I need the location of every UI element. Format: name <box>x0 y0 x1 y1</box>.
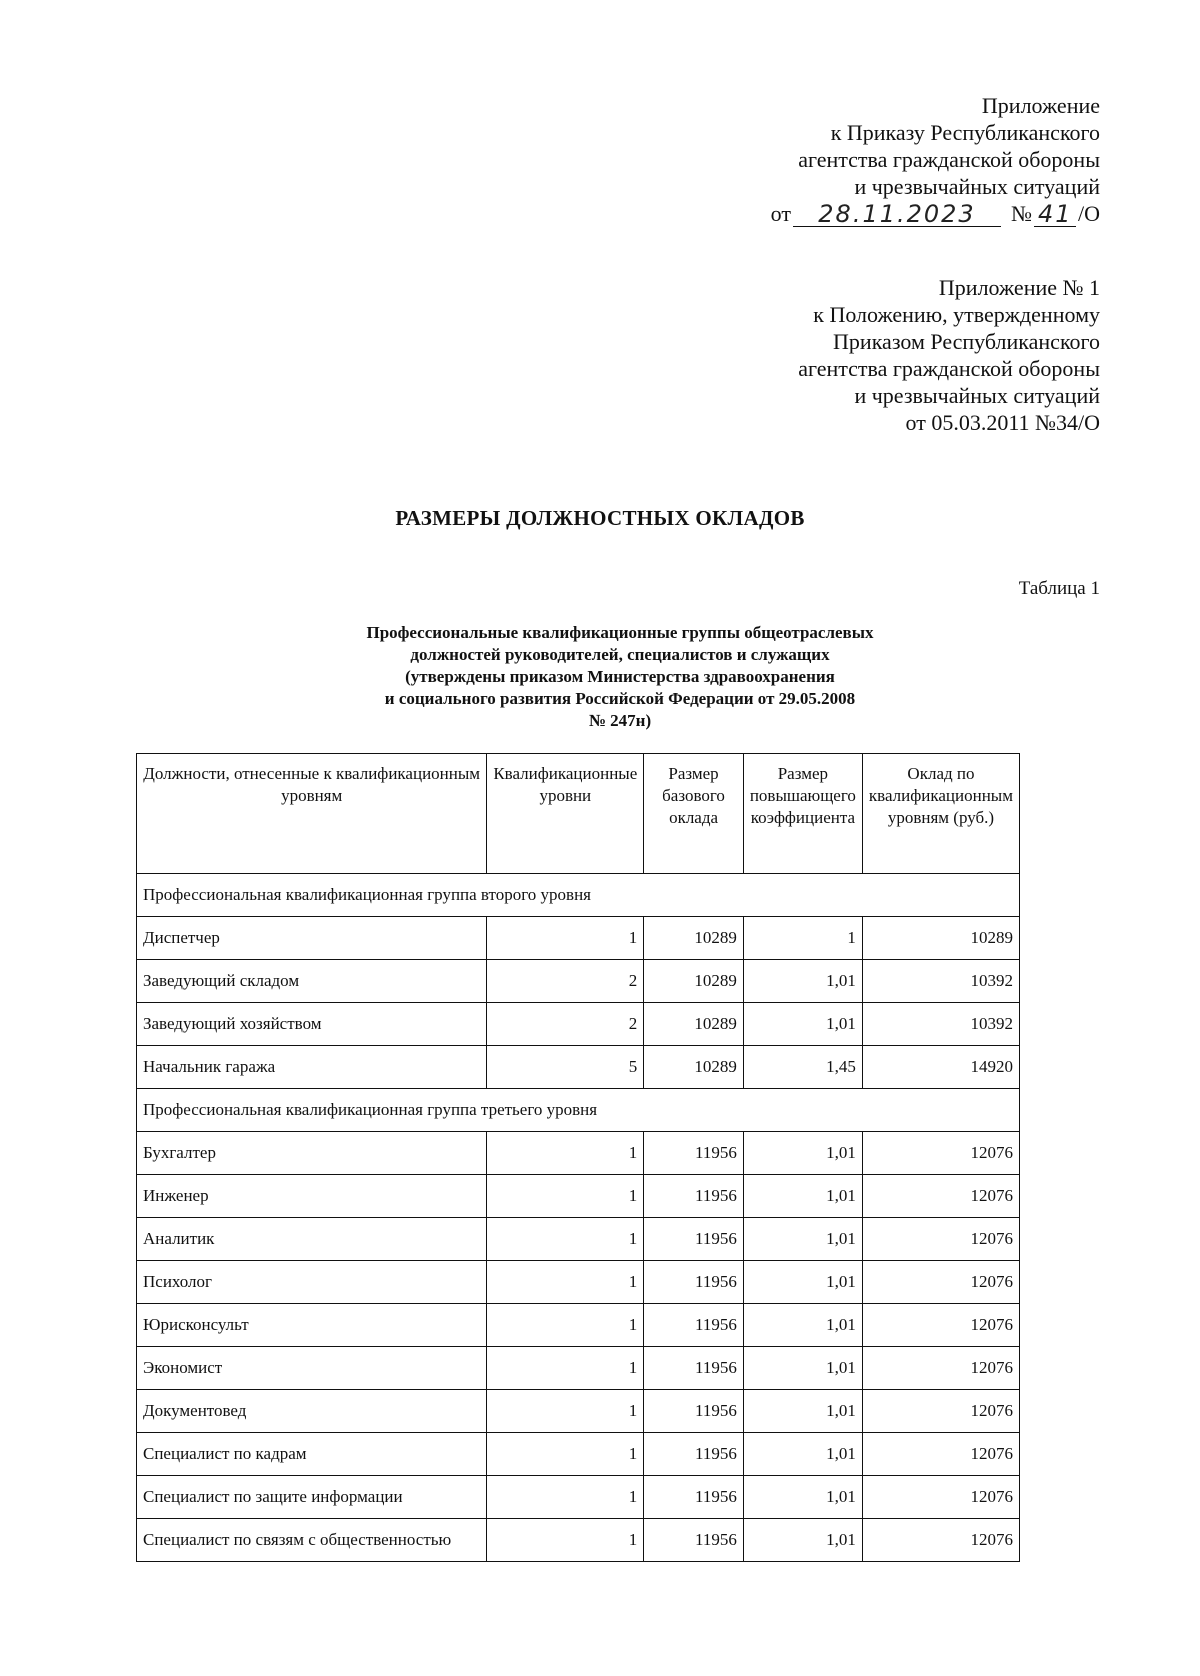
group-title: Профессиональная квалификационная группа третьего уровня <box>137 1089 1020 1132</box>
cell-coef: 1,45 <box>743 1046 862 1089</box>
handwritten-date: 28.11.2023 <box>793 202 1001 227</box>
cell-position: Начальник гаража <box>137 1046 487 1089</box>
cell-coef: 1,01 <box>743 1003 862 1046</box>
cell-coef: 1,01 <box>743 1347 862 1390</box>
cell-position: Специалист по кадрам <box>137 1433 487 1476</box>
table-row <box>137 1347 1020 1390</box>
cell-base: 11956 <box>644 1261 744 1304</box>
cell-salary: 14920 <box>862 1046 1019 1089</box>
cell-salary: 10392 <box>862 960 1019 1003</box>
appendix1-line: Приказом Республиканского <box>833 329 1100 354</box>
cell-position: Бухгалтер <box>137 1132 487 1175</box>
table-row <box>137 1390 1020 1433</box>
cell-base: 11956 <box>644 1218 744 1261</box>
appendix1-line: от 05.03.2011 №34/О <box>905 410 1100 435</box>
cell-coef: 1,01 <box>743 1476 862 1519</box>
cell-salary: 12076 <box>862 1132 1019 1175</box>
cell-salary: 10289 <box>862 917 1019 960</box>
table-header-row <box>137 754 1020 874</box>
cell-base: 10289 <box>644 917 744 960</box>
cell-coef: 1,01 <box>743 1390 862 1433</box>
table-row <box>137 1261 1020 1304</box>
cell-level: 1 <box>487 917 644 960</box>
group-title: Профессиональная квалификационная группа второго уровня <box>137 874 1020 917</box>
appendix-line: к Приказу Республиканского <box>830 120 1100 145</box>
table-row <box>137 1476 1020 1519</box>
cell-level: 1 <box>487 1476 644 1519</box>
cell-position: Специалист по защите информации <box>137 1476 487 1519</box>
cell-base: 11956 <box>644 1433 744 1476</box>
appendix1-line: и чрезвычайных ситуаций <box>854 383 1100 408</box>
caption-line: Профессиональные квалификационные группы общеотраслевых <box>366 623 874 642</box>
table-row <box>137 917 1020 960</box>
table-label: Таблица 1 <box>1018 578 1100 599</box>
cell-base: 11956 <box>644 1347 744 1390</box>
cell-coef: 1,01 <box>743 1433 862 1476</box>
appendix1-line: агентства гражданской обороны <box>798 356 1100 381</box>
cell-base: 10289 <box>644 960 744 1003</box>
table-row <box>137 1433 1020 1476</box>
group-row <box>137 874 1020 917</box>
cell-salary: 12076 <box>862 1304 1019 1347</box>
cell-level: 1 <box>487 1304 644 1347</box>
cell-base: 11956 <box>644 1519 744 1562</box>
table-row <box>137 960 1020 1003</box>
cell-base: 11956 <box>644 1175 744 1218</box>
handwritten-number: 41 <box>1034 202 1076 227</box>
table-row <box>137 1132 1020 1175</box>
appendix1-header <box>798 274 1100 436</box>
cell-level: 1 <box>487 1175 644 1218</box>
header-level: Квалификационные уровни <box>487 754 644 874</box>
cell-salary: 12076 <box>862 1390 1019 1433</box>
appendix-line: и чрезвычайных ситуаций <box>854 174 1100 199</box>
cell-position: Экономист <box>137 1347 487 1390</box>
cell-level: 5 <box>487 1046 644 1089</box>
appendix1-line: к Положению, утвержденному <box>813 302 1100 327</box>
cell-level: 1 <box>487 1261 644 1304</box>
group-row <box>137 1089 1020 1132</box>
number-suffix: /О <box>1078 201 1100 226</box>
cell-position: Инженер <box>137 1175 487 1218</box>
cell-coef: 1,01 <box>743 1261 862 1304</box>
table-row <box>137 1175 1020 1218</box>
table-row <box>137 1218 1020 1261</box>
caption-line: № 247н) <box>588 711 652 730</box>
cell-level: 1 <box>487 1132 644 1175</box>
cell-position: Диспетчер <box>137 917 487 960</box>
cell-base: 11956 <box>644 1390 744 1433</box>
cell-salary: 12076 <box>862 1347 1019 1390</box>
cell-base: 10289 <box>644 1046 744 1089</box>
cell-salary: 12076 <box>862 1433 1019 1476</box>
cell-coef: 1,01 <box>743 1519 862 1562</box>
document-title: РАЗМЕРЫ ДОЛЖНОСТНЫХ ОКЛАДОВ <box>395 506 805 530</box>
appendix-line: Приложение <box>981 93 1100 118</box>
cell-coef: 1,01 <box>743 1132 862 1175</box>
date-prefix: от <box>770 201 791 226</box>
cell-base: 11956 <box>644 1476 744 1519</box>
cell-level: 1 <box>487 1218 644 1261</box>
cell-salary: 10392 <box>862 1003 1019 1046</box>
header-coefficient: Размер повышающего коэффициента <box>743 754 862 874</box>
cell-salary: 12076 <box>862 1261 1019 1304</box>
header-position: Должности, отнесенные к квалификационным уровням <box>137 754 487 874</box>
cell-base: 11956 <box>644 1304 744 1347</box>
cell-position: Документовед <box>137 1390 487 1433</box>
cell-level: 1 <box>487 1433 644 1476</box>
table-row <box>137 1046 1020 1089</box>
cell-position: Заведующий складом <box>137 960 487 1003</box>
appendix1-line: Приложение № 1 <box>938 275 1100 300</box>
cell-level: 1 <box>487 1390 644 1433</box>
cell-salary: 12076 <box>862 1218 1019 1261</box>
cell-coef: 1,01 <box>743 1218 862 1261</box>
header-salary: Оклад по квалификационным уровням (руб.) <box>862 754 1019 874</box>
cell-position: Юрисконсульт <box>137 1304 487 1347</box>
cell-base: 11956 <box>644 1132 744 1175</box>
table-row <box>137 1304 1020 1347</box>
order-date-line <box>771 200 1100 227</box>
cell-level: 2 <box>487 960 644 1003</box>
appendix-header <box>771 92 1100 227</box>
cell-salary: 12076 <box>862 1476 1019 1519</box>
table-caption <box>300 622 940 732</box>
cell-base: 10289 <box>644 1003 744 1046</box>
table-row <box>137 1519 1020 1562</box>
cell-coef: 1,01 <box>743 960 862 1003</box>
table-row <box>137 1003 1020 1046</box>
cell-coef: 1 <box>743 917 862 960</box>
cell-coef: 1,01 <box>743 1304 862 1347</box>
cell-position: Заведующий хозяйством <box>137 1003 487 1046</box>
cell-position: Аналитик <box>137 1218 487 1261</box>
header-base-salary: Размер базового оклада <box>644 754 744 874</box>
cell-coef: 1,01 <box>743 1175 862 1218</box>
cell-level: 1 <box>487 1347 644 1390</box>
cell-salary: 12076 <box>862 1175 1019 1218</box>
cell-position: Специалист по связям с общественностью <box>137 1519 487 1562</box>
appendix-line: агентства гражданской обороны <box>798 147 1100 172</box>
salary-table <box>136 753 1020 1562</box>
caption-line: и социального развития Российской Федерации от 29.05.2008 <box>384 689 856 708</box>
number-prefix: № <box>1011 201 1032 226</box>
caption-line: должностей руководителей, специалистов и служащих <box>410 645 830 664</box>
cell-level: 1 <box>487 1519 644 1562</box>
caption-line: (утверждены приказом Министерства здравоохранения <box>405 667 835 686</box>
cell-position: Психолог <box>137 1261 487 1304</box>
cell-salary: 12076 <box>862 1519 1019 1562</box>
cell-level: 2 <box>487 1003 644 1046</box>
